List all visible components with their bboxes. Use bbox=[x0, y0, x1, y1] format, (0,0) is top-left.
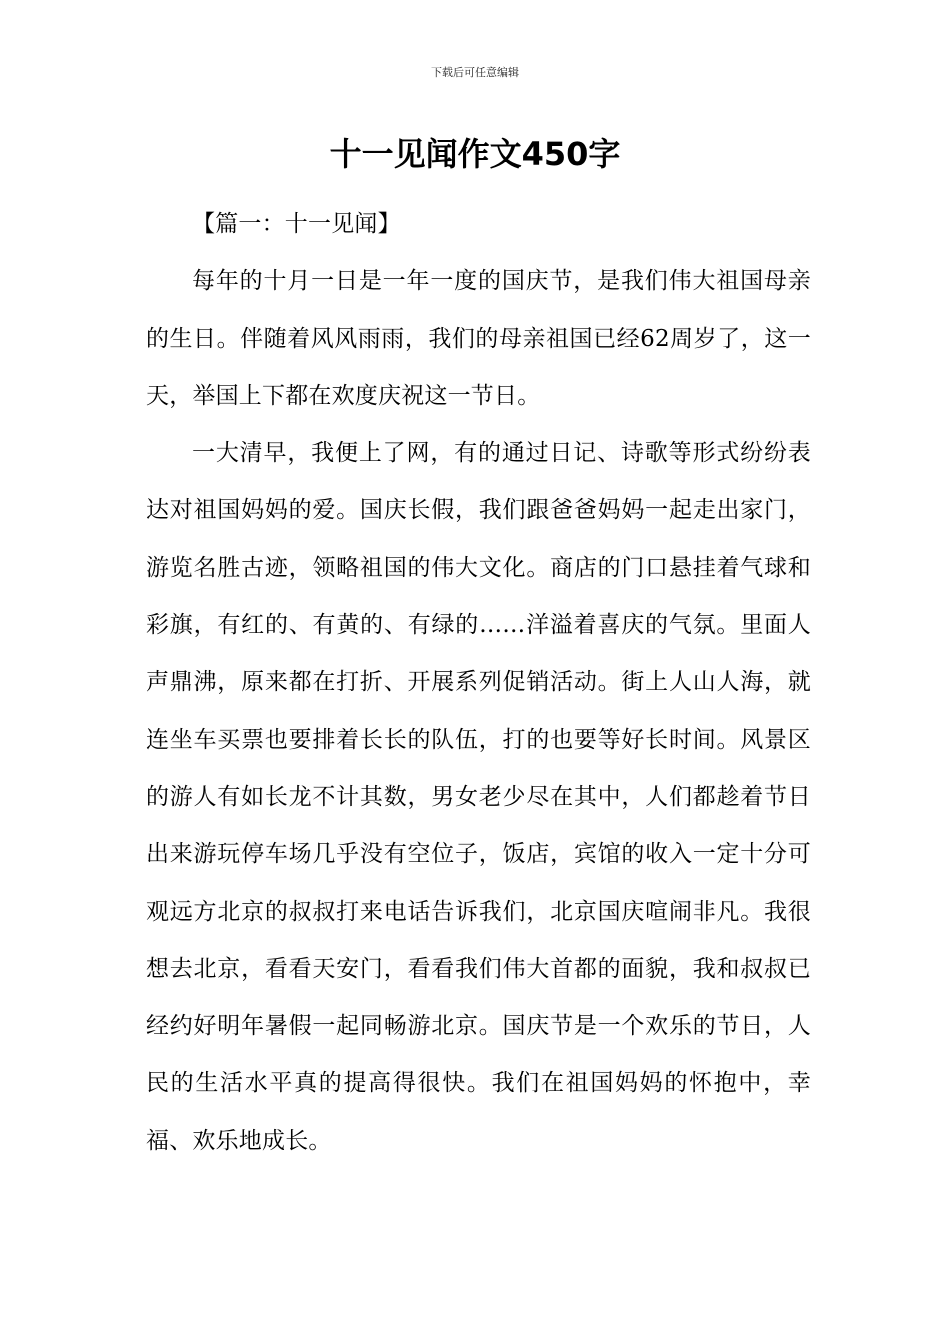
document-title: 十一见闻作文450字 bbox=[329, 135, 621, 173]
section-heading: 【篇一：十一见闻】 bbox=[192, 211, 401, 237]
paragraph-1: 每年的十月一日是一年一度的国庆节，是我们伟大祖国母亲的生日。伴随着风风雨雨，我们的母亲祖国已经62周岁了，这一天，举国上下都在欢度庆祝这一节日。 bbox=[146, 268, 811, 409]
paragraph-2: 一大清早，我便上了网，有的通过日记、诗歌等形式纷纷表达对祖国妈妈的爱。国庆长假，我们跟爸爸妈妈一起走出家门，游览名胜古迹，领略祖国的伟大文化。商店的门口悬挂着气球和彩旗，有红的、有黄的、有绿的……洋溢着喜庆的气氛。里面人声鼎沸，原来都在打折、开展系列促销活动。街上人山人海，就连坐车买票也要排着长长的队伍，打的也要等好长时间。风景区的游人有如长龙不计其数，男女老少尽在其中，人们都趁着节日出来游玩停车场几乎没有空位子，饭店，宾馆的收入一定十分可观远方北京的叔叔打来电话告诉我们，北京国庆喧闹非凡。我很想去北京，看看天安门，看看我们伟大首都的面貌，我和叔叔已经约好明年暑假一起同畅游北京。国庆节是一个欢乐的节日，人民的生活水平真的提高得很快。我们在祖国妈妈的怀抱中，幸福、欢乐地成长。 bbox=[146, 440, 811, 1154]
header-note: 下载后可任意编辑 bbox=[431, 66, 519, 79]
document-body bbox=[146, 196, 811, 1170]
